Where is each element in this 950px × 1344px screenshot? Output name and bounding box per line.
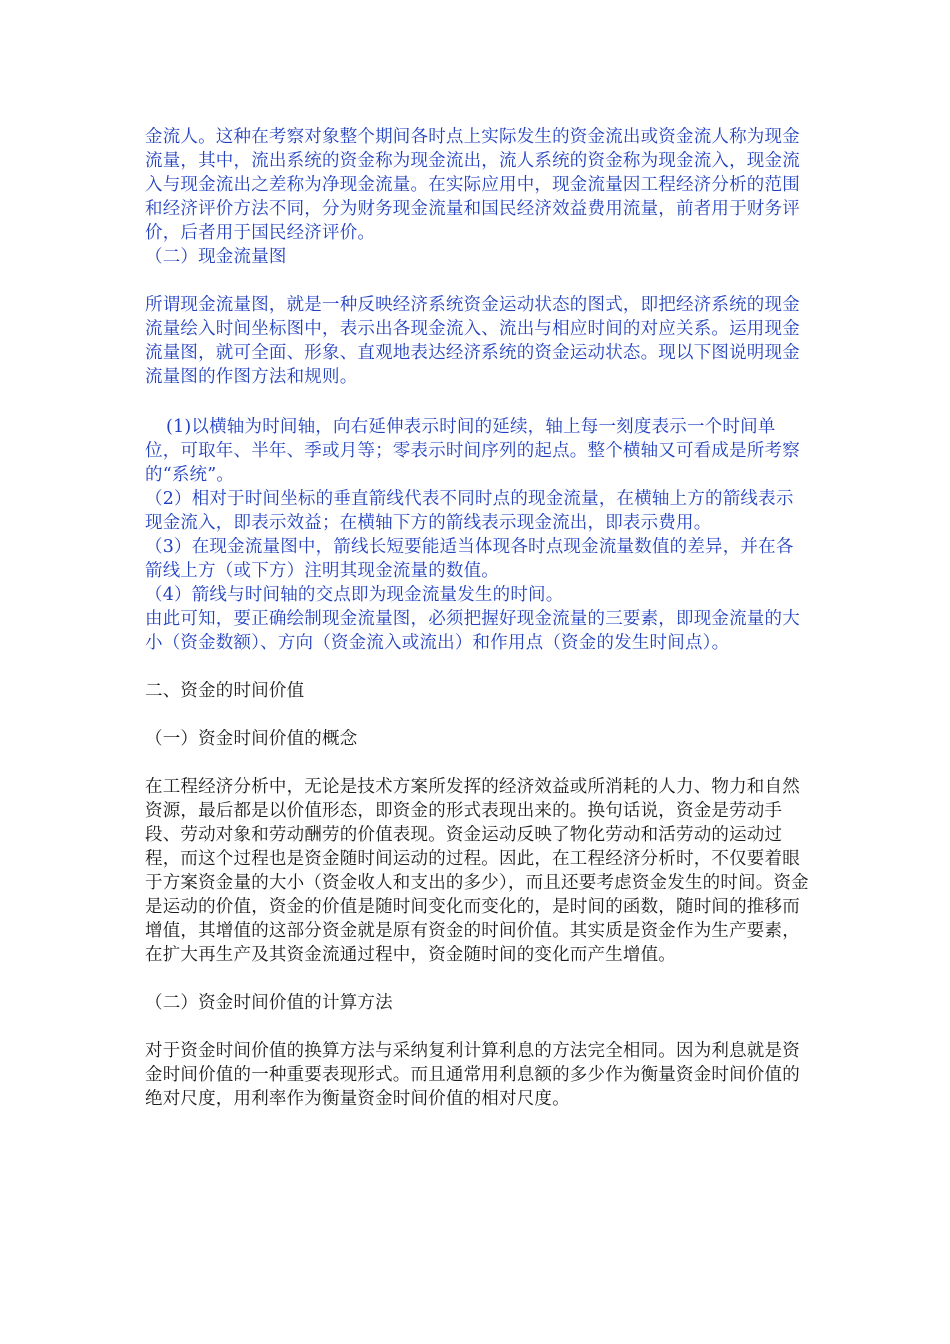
paragraph-cash-flow-diagram-intro: 所谓现金流量图，就是一种反映经济系统资金运动状态的图式，即把经济系统的现金流量绘入时间坐标图中，表示出各现金流入、流出与相应时间的对应关系。运用现金流量图，就可全面、形象、直观地表达经济系统的资金运动状态。现以下图说明现金流量图的作图方法和规则。 [145,295,800,387]
rule-2: （2）相对于时间坐标的垂直箭线代表不同时点的现金流量，在横轴上方的箭线表示现金流入，即表示效益；在横轴下方的箭线表示现金流出，即表示费用。 [145,489,794,533]
heading-time-value-of-money: 二、资金的时间价值 [145,681,305,701]
spacer [145,389,810,415]
rule-3: （3）在现金流量图中，箭线长短要能适当体现各时点现金流量数值的差异，并在各箭线上方（或下方）注明其现金流量的数值。 [145,537,794,581]
document-body [145,125,810,1111]
paragraph-three-elements: 由此可知，要正确绘制现金流量图，必须把握好现金流量的三要素，即现金流量的大小（资金数额）、方向（资金流入或流出）和作用点（资金的发生时间点）。 [145,609,800,653]
paragraph-time-value-calculation: 对于资金时间价值的换算方法与采纳复利计算利息的方法完全相同。因为利息就是资金时间价值的一种重要表现形式。而且通常用利息额的多少作为衡量资金时间价值的绝对尺度，用利率作为衡量资金时间价值的相对尺度。 [145,1041,800,1109]
paragraph-time-value-concept: 在工程经济分析中，无论是技术方案所发挥的经济效益或所消耗的人力、物力和自然资源，最后都是以价值形态，即资金的形式表现出来的。换句话说，资金是劳动手段、劳动对象和劳动酬劳的价值表现。资金运动反映了物化劳动和活劳动的运动过程，而这个过程也是资金随时间运动的过程。因此，在工程经济分析时，不仅要着眼于方案资金量的大小（资金收人和支出的多少），而且还要考虑资金发生的时间。资金是运动的价值，资金的价值是随时间变化而变化的，是时间的函数，随时间的推移而增值，其增值的这部分资金就是原有资金的时间价值。其实质是资金作为生产要素，在扩大再生产及其资金流通过程中，资金随时间的变化而产生增值。 [145,777,809,965]
paragraph-cash-flow-definition: 金流人。这种在考察对象整个期间各时点上实际发生的资金流出或资金流人称为现金流量，其中，流出系统的资金称为现金流出，流人系统的资金称为现金流入，现金流入与现金流出之差称为净现金流量。在实际应用中，现金流量因工程经济分析的范围和经济评价方法不同，分为财务现金流量和国民经济效益费用流量，前者用于财务评价，后者用于国民经济评价。 [145,127,800,243]
spacer [145,703,810,727]
spacer [145,269,810,293]
spacer [145,751,810,775]
rule-1: (1)以横轴为时间轴，向右延伸表示时间的延续，轴上每一刻度表示一个时间单位，可取年、半年、季或月等；零表示时间序列的起点。整个横轴又可看成是所考察的“系统”。 [145,417,800,485]
heading-time-value-calculation: （二）资金时间价值的计算方法 [145,993,393,1013]
spacer [145,967,810,991]
heading-cash-flow-diagram: （二）现金流量图 [145,247,287,267]
heading-time-value-concept: （一）资金时间价值的概念 [145,729,358,749]
spacer [145,1015,810,1039]
rule-4: （4）箭线与时间轴的交点即为现金流量发生的时间。 [145,585,564,605]
spacer [145,655,810,679]
